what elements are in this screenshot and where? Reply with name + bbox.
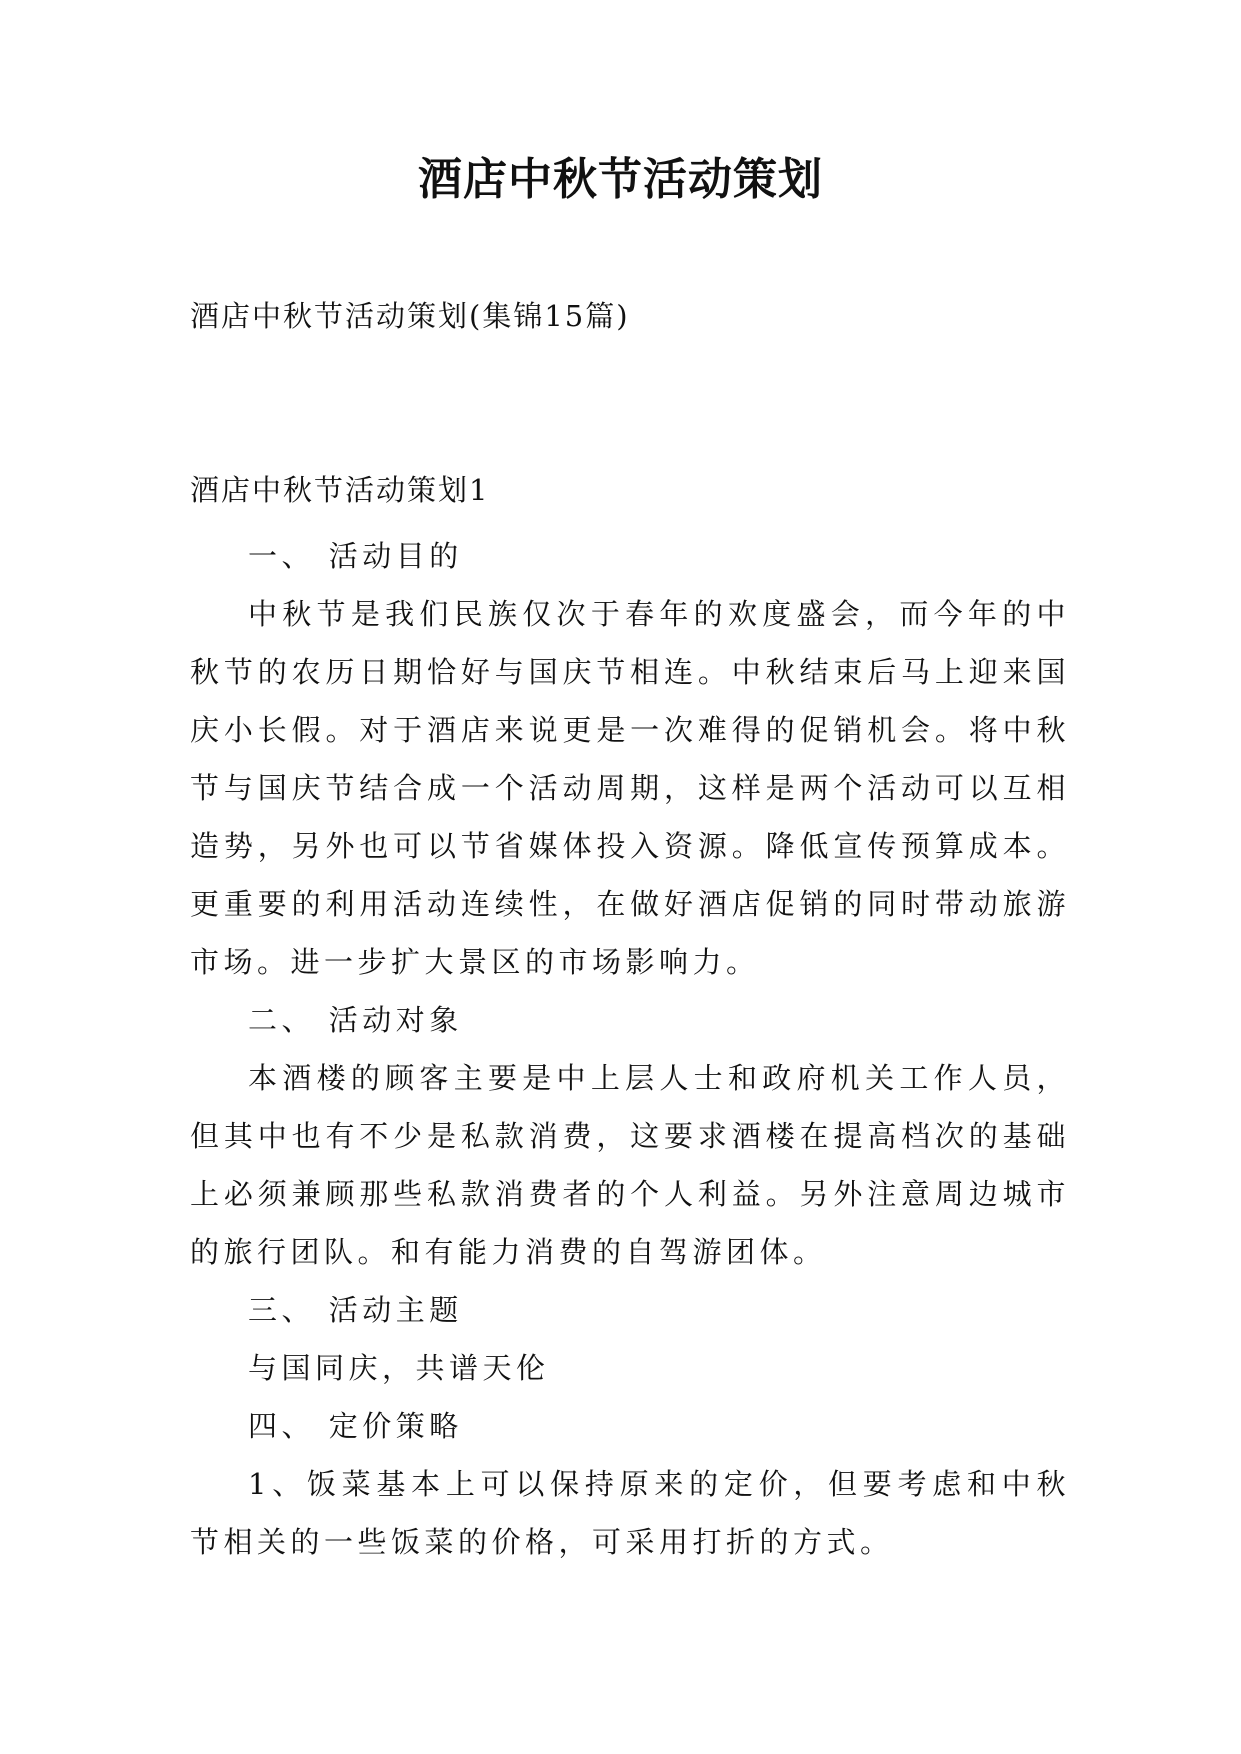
document-subtitle: 酒店中秋节活动策划(集锦15篇) <box>190 299 630 333</box>
paragraph-activity-theme: 与国同庆，共谱天伦 <box>248 1351 550 1385</box>
heading-activity-purpose: 一、 活动目的 <box>248 539 463 573</box>
document-title: 酒店中秋节活动策划 <box>418 154 823 205</box>
section-heading: 酒店中秋节活动策划1 <box>190 473 490 507</box>
heading-activity-target: 二、 活动对象 <box>248 1003 463 1037</box>
document-body <box>190 527 1070 1571</box>
heading-activity-theme: 三、 活动主题 <box>248 1293 463 1327</box>
heading-pricing-strategy: 四、 定价策略 <box>248 1409 463 1443</box>
paragraph-pricing-strategy: 1、饭菜基本上可以保持原来的定价，但要考虑和中秋节相关的一些饭菜的价格，可采用打折的方式。 <box>190 1467 1070 1559</box>
paragraph-activity-target: 本酒楼的顾客主要是中上层人士和政府机关工作人员，但其中也有不少是私款消费，这要求酒楼在提高档次的基础上必须兼顾那些私款消费者的个人利益。另外注意周边城市的旅行团队。和有能力消费的自驾游团体。 <box>190 1061 1070 1269</box>
paragraph-activity-purpose: 中秋节是我们民族仅次于春年的欢度盛会，而今年的中秋节的农历日期恰好与国庆节相连。中秋结束后马上迎来国庆小长假。对于酒店来说更是一次难得的促销机会。将中秋节与国庆节结合成一个活动周期，这样是两个活动可以互相造势，另外也可以节省媒体投入资源。降低宣传预算成本。更重要的利用活动连续性，在做好酒店促销的同时带动旅游市场。进一步扩大景区的市场影响力。 <box>190 597 1070 979</box>
